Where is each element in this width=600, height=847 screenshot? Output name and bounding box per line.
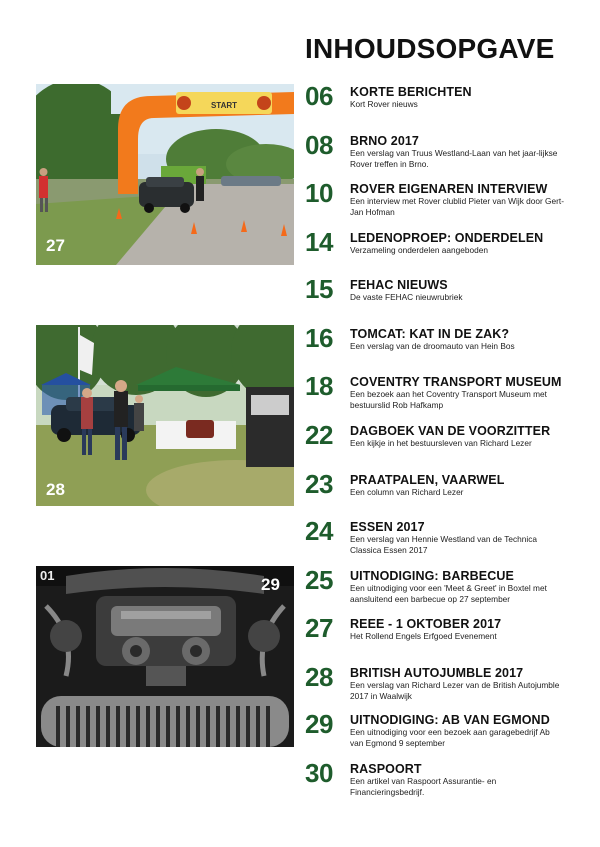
toc-description: Een interview met Rover clublid Pieter van Wijk door Gert-Jan Hofman xyxy=(350,196,564,217)
toc-description: De vaste FEHAC nieuwrubriek xyxy=(350,292,463,302)
toc-title: RASPOORT xyxy=(350,762,422,776)
toc-entry[interactable] xyxy=(305,662,595,710)
toc-entry[interactable] xyxy=(305,709,595,757)
toc-page-number: 27 xyxy=(305,613,333,643)
toc-description: Een bezoek aan het Coventry Transport Museum met bestuurslid Rob Hafkamp xyxy=(350,389,547,410)
toc-description: Een verslag van Truus Westland-Laan van het jaar-lijkse Rover treffen in Brno. xyxy=(350,148,558,169)
engine-corner-label: 01 xyxy=(40,568,55,583)
toc-entry[interactable] xyxy=(305,81,595,129)
toc-title: REEE - 1 OKTOBER 2017 xyxy=(350,617,502,631)
toc-description: Een column van Richard Lezer xyxy=(350,487,464,497)
toc-page-number: 18 xyxy=(305,371,333,401)
toc-page-number: 14 xyxy=(305,227,333,257)
toc-entry[interactable] xyxy=(305,274,595,322)
toc-title: KORTE BERICHTEN xyxy=(350,85,472,99)
arch-start-text: START xyxy=(210,101,238,110)
toc-page-number: 06 xyxy=(305,81,333,111)
toc-entry[interactable] xyxy=(305,371,595,419)
toc-title: COVENTRY TRANSPORT MUSEUM xyxy=(350,375,562,389)
toc-description: Verzameling onderdelen aangeboden xyxy=(350,245,488,255)
toc-description: Het Rollend Engels Erfgoed Evenement xyxy=(350,631,497,641)
toc-page-number: 23 xyxy=(305,469,333,499)
toc-description: Een kijkje in het bestuursleven van Richard Lezer xyxy=(350,438,532,448)
toc-description: Een uitnodiging voor een 'Meet & Greet' in Boxtel met aansluitend een barbecue op 27 september xyxy=(350,583,547,604)
toc-page-number: 10 xyxy=(305,178,333,208)
toc-page-number: 16 xyxy=(305,323,333,353)
toc-title: DAGBOEK VAN DE VOORZITTER xyxy=(350,424,551,438)
toc-description: Een verslag van Hennie Westland van de Technica Classica Essen 2017 xyxy=(350,534,537,555)
photo-engine-bay xyxy=(36,566,294,747)
photo-page-number: 28 xyxy=(46,480,65,499)
photo-page-number: 27 xyxy=(46,236,65,255)
toc-page-number: 28 xyxy=(305,662,333,692)
photo-page-number: 29 xyxy=(261,575,280,594)
page-title: INHOUDSOPGAVE xyxy=(305,33,555,64)
toc-page-number: 30 xyxy=(305,758,333,788)
toc-description: Kort Rover nieuws xyxy=(350,99,418,109)
toc-title: FEHAC NIEUWS xyxy=(350,278,448,292)
toc-entry[interactable] xyxy=(305,227,595,275)
toc-description: Een verslag van de droomauto van Hein Bos xyxy=(350,341,515,351)
toc-page-number: 24 xyxy=(305,516,333,546)
toc-entry[interactable] xyxy=(305,516,595,564)
toc-description: Een verslag van Richard Lezer van de British Autojumble 2017 in Waalwijk xyxy=(350,680,560,701)
toc-entry[interactable] xyxy=(305,420,595,468)
toc-title: ESSEN 2017 xyxy=(350,520,425,534)
toc-page-number: 25 xyxy=(305,565,333,595)
toc-title: UITNODIGING: BARBECUE xyxy=(350,569,514,583)
toc-entry[interactable] xyxy=(305,469,595,517)
toc-title: BRITISH AUTOJUMBLE 2017 xyxy=(350,666,524,680)
toc-entry[interactable] xyxy=(305,613,595,661)
toc-title: BRNO 2017 xyxy=(350,134,419,148)
toc-page-number: 08 xyxy=(305,130,333,160)
photo-event-tents xyxy=(36,325,294,506)
toc-title: PRAATPALEN, VAARWEL xyxy=(350,473,505,487)
toc-title: UITNODIGING: AB VAN EGMOND xyxy=(350,713,550,727)
toc-page-number: 22 xyxy=(305,420,333,450)
toc-entry[interactable] xyxy=(305,565,595,613)
toc-entry[interactable] xyxy=(305,130,595,178)
toc-title: TOMCAT: KAT IN DE ZAK? xyxy=(350,327,510,341)
toc-description: Een artikel van Raspoort Assurantie- en Financieringsbedrijf. xyxy=(350,776,497,797)
toc-description: Een uitnodiging voor een bezoek aan garagebedrijf Ab van Egmond 9 september xyxy=(350,727,550,748)
toc-entry[interactable] xyxy=(305,178,595,226)
toc-title: LEDENOPROEP: ONDERDELEN xyxy=(350,231,544,245)
toc-page-number: 15 xyxy=(305,274,333,304)
photo-start-arch xyxy=(36,84,294,265)
toc-page-number: 29 xyxy=(305,709,333,739)
toc-entry[interactable] xyxy=(305,758,595,806)
toc-entry[interactable] xyxy=(305,323,595,371)
toc-title: ROVER EIGENAREN INTERVIEW xyxy=(350,182,548,196)
